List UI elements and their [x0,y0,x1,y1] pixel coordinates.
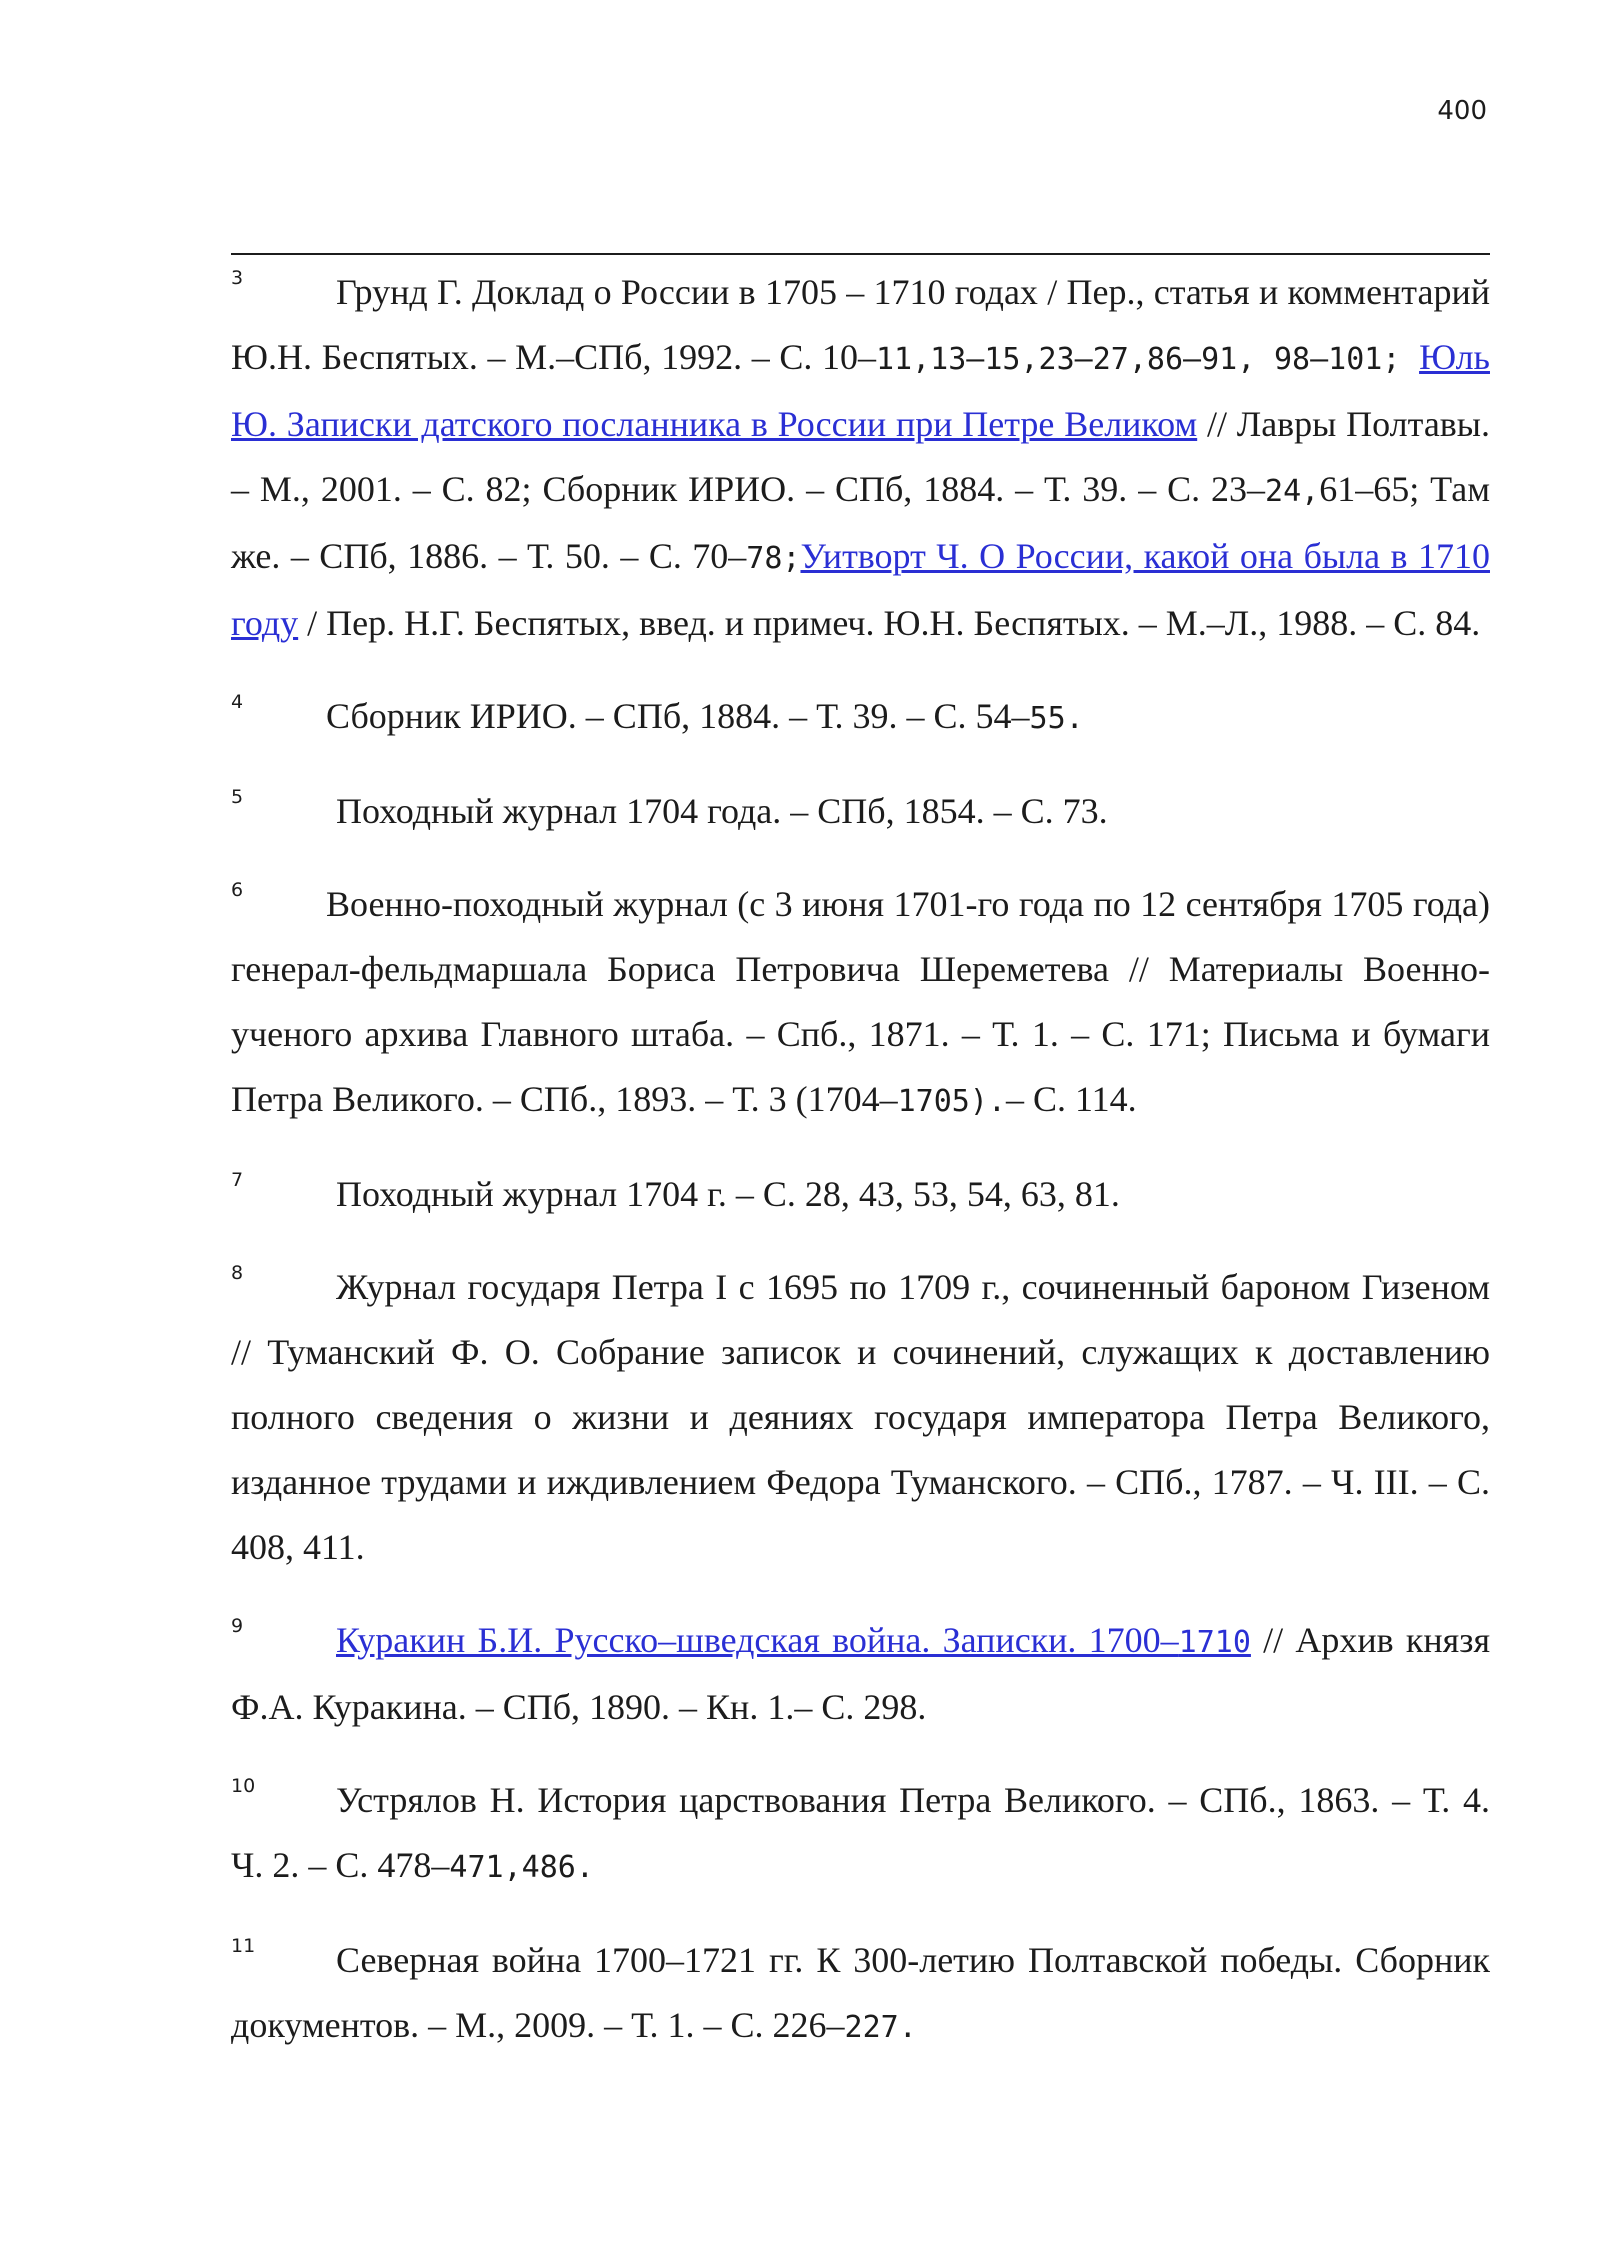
footnote-number: 5 [231,786,244,808]
footnote [231,684,1490,751]
footnote-segment: 11,13–15,23–27,86–91, 98–101; [875,342,1420,377]
footnote-number: 11 [231,1935,256,1957]
footnote-segment: Устрялов Н. История царствования Петра Великого. – СПб., 1863. – Т. 4. Ч. 2. – С. 478– [231,1780,1490,1885]
footnote-segment: – С. 114. [1005,1079,1137,1119]
footnote [231,1768,1490,1900]
footnote-segment: Грунд Г. Доклад о России в 1705 – 1710 годах / Пер., статья и комментарий Ю.Н. Беспятых. – М.–СПб, 1992. – С. 10– [231,272,1490,377]
footnote-number: 10 [231,1775,256,1797]
footnote-text [231,1928,1490,2060]
page-number: 400 [1437,96,1487,126]
footnote-number: 6 [231,879,244,901]
footnote-segment: Военно-походный журнал (с 3 июня 1701-го года по 12 сентября 1705 года) генерал-фельдмаршала Бориса Петровича Шереметева // Материалы Военно- ученого архива Главного штаба. – Спб., 1871. – Т. 1. – С. 171; Письма и бумаги Петра Великого. – СПб., 1893. – Т. 3 (1704– [231,884,1490,1119]
footnote-text [231,260,1490,656]
reference-link[interactable]: Куракин Б.И. Русско–шведская война. Записки. 1700– [336,1620,1179,1660]
footnote [231,1928,1490,2060]
footnote-number: 4 [231,691,244,713]
footnotes-list [231,260,1490,2088]
footnote-text [231,1162,1490,1227]
footnote-text [231,1608,1490,1740]
footnote-segment: 1705). [897,1084,1006,1119]
footnote-segment: Северная война 1700–1721 гг. К 300-летию Полтавской победы. Сборник документов. – М., 2009. – Т. 1. – С. 226– [231,1940,1490,2045]
footnote-segment: // Лавры Полтавы. – М., 2001. – С. 82; Сборник ИРИО. – СПб, 1884. – Т. 39. – С. 23– [231,404,1490,509]
footnote-segment: Походный журнал 1704 года. – СПб, 1854. – С. 73. [336,791,1108,831]
footnote-number: 9 [231,1615,244,1637]
footnote-segment: Походный журнал 1704 г. – С. 28, 43, 53, 54, 63, 81. [336,1174,1120,1214]
footnote [231,1162,1490,1227]
footnote-segment: 227. [844,2010,917,2045]
footnote-segment: / Пер. Н.Г. Беспятых, введ. и примеч. Ю.Н. Беспятых. – М.–Л., 1988. – С. 84. [298,603,1481,643]
footnote [231,1255,1490,1580]
footnote-text [231,1255,1490,1580]
footnote-segment: 55. [1029,701,1084,736]
footnote-segment: 78; [746,541,801,576]
footnote-separator [231,253,1490,255]
reference-link[interactable]: Юль Ю. Записки датского посланника в России при Петре Великом [231,337,1490,444]
footnote-text [231,872,1490,1134]
footnote-text [231,779,1490,844]
footnote-segment: Журнал государя Петра I с 1695 по 1709 г., сочиненный бароном Гизеном // Туманский Ф. О. Собрание записок и сочинений, служащих к доставлению полного сведения о жизни и деяниях государя императора Петра Великого, изданное трудами и иждивлением Федора Туманского. – СПб., 1787. – Ч. III. – С. 408, 411. [231,1267,1490,1567]
footnote-number: 7 [231,1169,244,1191]
footnote [231,779,1490,844]
footnote-number: 3 [231,267,244,289]
footnote-segment: Сборник ИРИО. – СПб, 1884. – Т. 39. – С. 54– [326,696,1030,736]
footnote-segment: 471,486. [449,1850,594,1885]
footnote [231,1608,1490,1740]
footnote-segment: 24, [1265,474,1320,509]
reference-link[interactable]: Уитворт Ч. О России, какой она была в 1710 году [231,536,1490,643]
footnote [231,872,1490,1134]
footnote-text [231,684,1490,751]
footnote [231,260,1490,656]
footnote-segment: 61–65; Там же. – СПб, 1886. – Т. 50. – С. 70– [231,469,1490,576]
footnote-text [231,1768,1490,1900]
reference-link[interactable]: 1710 [1178,1625,1251,1660]
footnote-number: 8 [231,1262,244,1284]
footnote-segment: // Архив князя Ф.А. Куракина. – СПб, 1890. – Кн. 1.– С. 298. [231,1620,1490,1727]
